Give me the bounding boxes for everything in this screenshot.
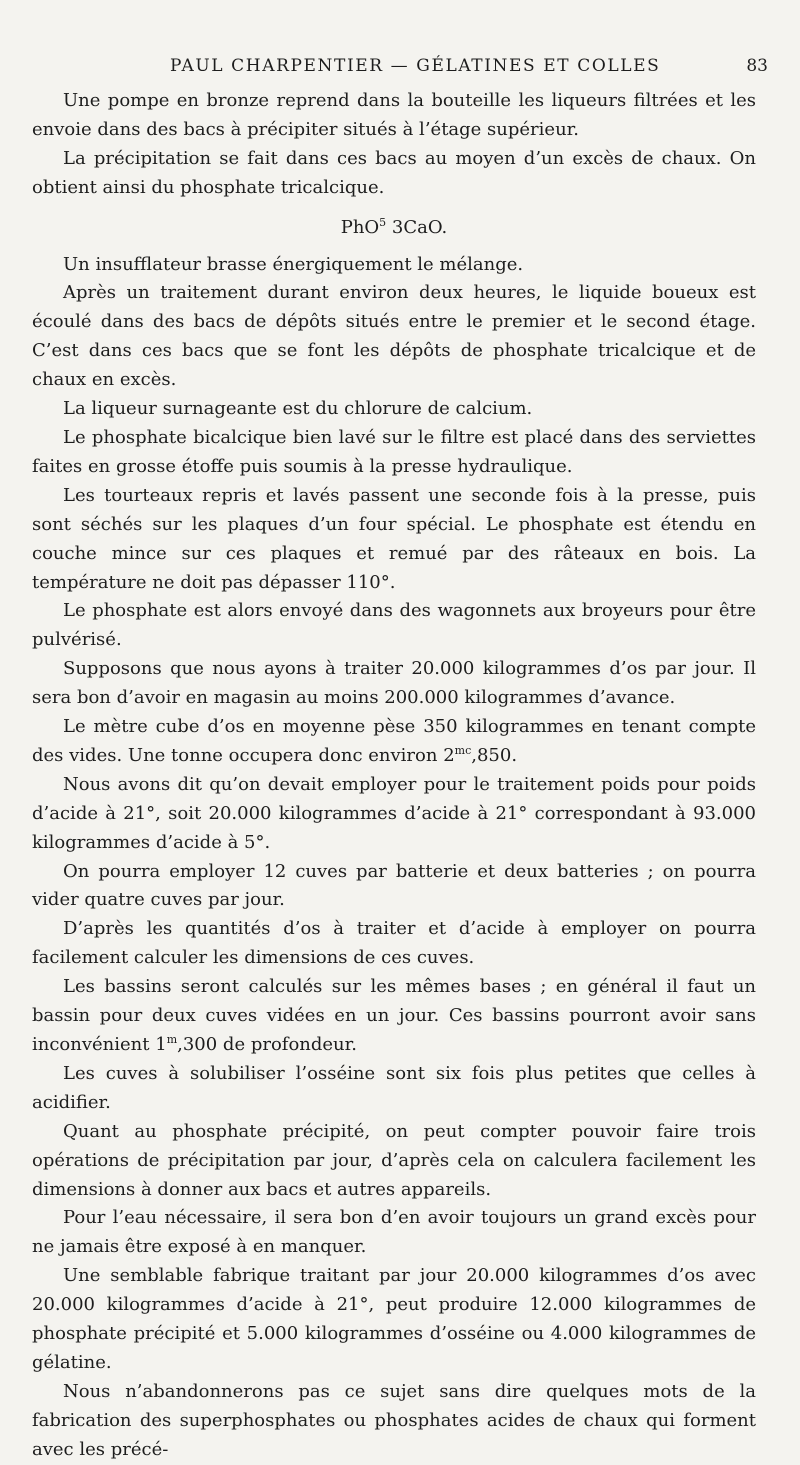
paragraph-text: ,300 de profondeur. [177,1034,357,1055]
paragraph: Pour l’eau nécessaire, il sera bon d’en avoir toujours un grand excès pour ne jamais être exposé à en manquer. [32,1207,756,1258]
running-head: PAUL CHARPENTIER — GÉLATINES ET COLLES [170,56,661,76]
paragraph: Supposons que nous ayons à traiter 20.000 kilogrammes d’os par jour. Il sera bon d’avoir en magasin au moins 200.000 kilogrammes d’avance. [32,658,756,709]
paragraph: Nous n’abandonnerons pas ce sujet sans dire quelques mots de la fabrication des superphosphates ou phosphates acides de chaux qui forment avec les précé- [32,1380,756,1460]
formula-main: PhO [340,216,380,238]
paragraph: Une pompe en bronze reprend dans la bouteille les liqueurs filtrées et les envoie dans des bacs à précipiter situés à l’étage supérieur. [32,90,756,140]
paragraph: La liqueur surnageante est du chlorure de calcium. [63,398,533,420]
paragraph: Les tourteaux repris et lavés passent une seconde fois à la presse, puis sont séchés sur les plaques d’un four spécial. Le phosphate est étendu en couche mince sur ces plaques et remué par des râteaux en bois. La température ne doit pas dépasser 110°. [32,484,756,593]
body-text [32,87,756,1465]
formula-superscript: 5 [379,215,387,229]
paragraph: Les cuves à solubiliser l’osséine sont six fois plus petites que celles à acidifier. [32,1062,756,1113]
page-header [30,56,770,80]
paragraph: On pourra employer 12 cuves par batterie et deux batteries ; on pourra vider quatre cuves par jour. [32,860,756,911]
paragraph: D’après les quantités d’os à traiter et d’acide à employer on pourra facilement calculer les dimensions de ces cuves. [32,918,756,969]
unit-superscript: m [166,1033,178,1046]
page-number: 83 [746,56,768,76]
paragraph: Une semblable fabrique traitant par jour 20.000 kilogrammes d’os avec 20.000 kilogrammes d’acide à 21°, peut produire 12.000 kilogrammes de phosphate précipité et 5.000 kilogrammes d’osséine ou 4.000 kilogrammes de gélatine. [32,1265,756,1373]
paragraph: Le phosphate est alors envoyé dans des wagonnets aux broyeurs pour être pulvérisé. [32,600,756,651]
paragraph-text: ,850. [471,744,518,766]
paragraph [32,973,756,1060]
unit-superscript: mc [454,743,472,757]
formula-rest: 3CaO. [386,216,448,238]
paragraph: Quant au phosphate précipité, on peut compter pouvoir faire trois opérations de précipitation par jour, d’après cela on calculera facilement les dimensions à donner aux bacs et autres appareils. [32,1120,756,1200]
paragraph: La précipitation se fait dans ces bacs au moyen d’un excès de chaux. On obtient ainsi du phosphate tricalcique. [32,147,756,198]
paragraph-text: Les bassins seront calculés sur les mêmes bases ; en général il faut un bassin pour deux cuves vidées en un jour. Ces bassins pourront avoir sans inconvénient 1 [32,976,756,1055]
paragraph: Le phosphate bicalcique bien lavé sur le filtre est placé dans des serviettes faites en grosse étoffe puis soumis à la presse hydraulique. [32,426,756,477]
paragraph: Après un traitement durant environ deux heures, le liquide boueux est écoulé dans des bacs de dépôts situés entre le premier et le second étage. C’est dans ces bacs que se font les dépôts de phosphate tricalcique et de chaux en excès. [32,282,756,391]
paragraph-text: Le mètre cube d’os en moyenne pèse 350 kilogrammes en tenant compte des vides. Une tonne occupera donc environ 2 [32,716,756,766]
paragraph [32,713,756,771]
chemical-formula [32,214,756,243]
paragraph: Un insufflateur brasse énergiquement le mélange. [63,253,524,275]
paragraph: Nous avons dit qu’on devait employer pour le traitement poids pour poids d’acide à 21°, soit 20.000 kilogrammes d’acide à 21° correspondant à 93.000 kilogrammes d’acide à 5°. [32,773,756,853]
